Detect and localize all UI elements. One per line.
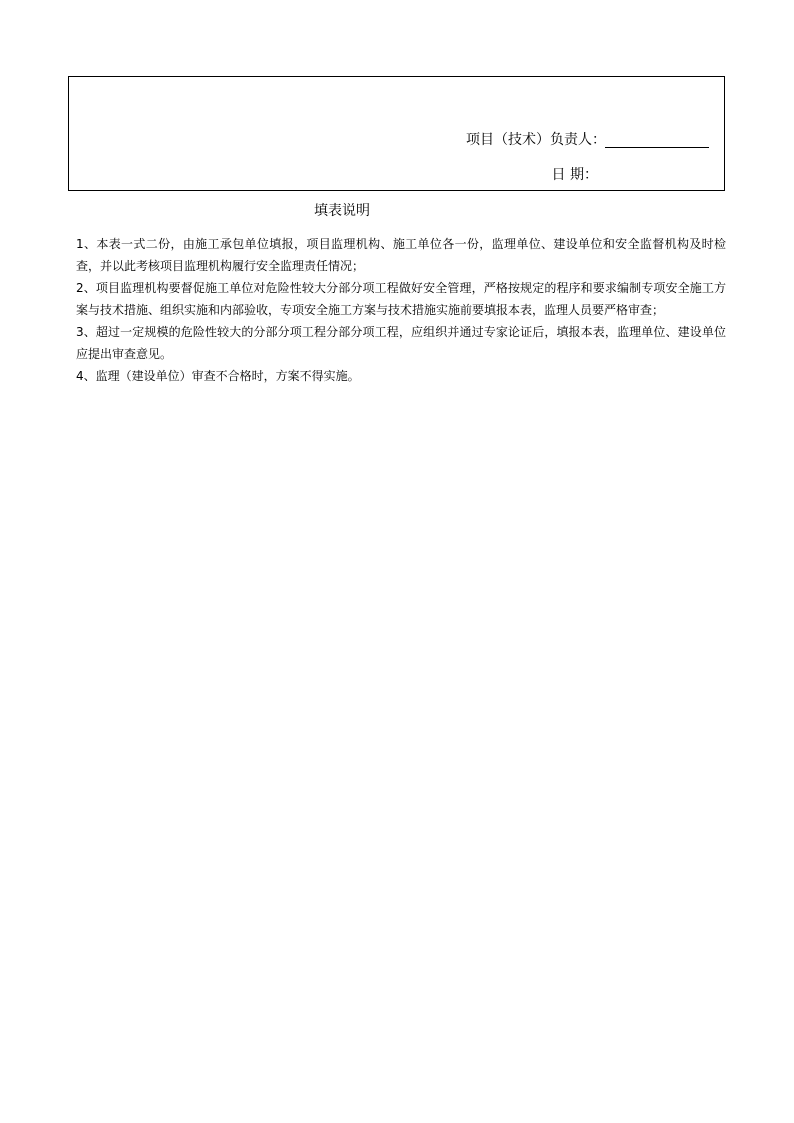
note-item-3: 3、超过一定规模的危险性较大的分部分项工程分部分项工程，应组织并通过专家论证后，填报本表，监理单位、建设单位应提出审查意见。	[76, 325, 726, 361]
date-label	[552, 166, 598, 184]
notes-list	[76, 233, 726, 387]
date-label-text: 日 期：	[551, 167, 598, 183]
note-item-4: 4、监理（建设单位）审查不合格时，方案不得实施。	[76, 369, 360, 383]
notes-title: 填表说明	[314, 203, 370, 219]
signature-box	[68, 76, 725, 191]
leader-signature-line	[605, 147, 709, 148]
note-item-2: 2、项目监理机构要督促施工单位对危险性较大分部分项工程做好安全管理，严格按规定的程序和要求编制专项安全施工方案与技术措施、组织实施和内部验收，专项安全施工方案与技术措施实施前要填报本表，监理人员要严格审查；	[76, 281, 726, 317]
leader-label: 项目（技术）负责人：	[466, 132, 606, 148]
note-item-1: 1、本表一式二份，由施工承包单位填报，项目监理机构、施工单位各一份，监理单位、建设单位和安全监督机构及时检查，并以此考核项目监理机构履行安全监理责任情况；	[76, 237, 726, 273]
